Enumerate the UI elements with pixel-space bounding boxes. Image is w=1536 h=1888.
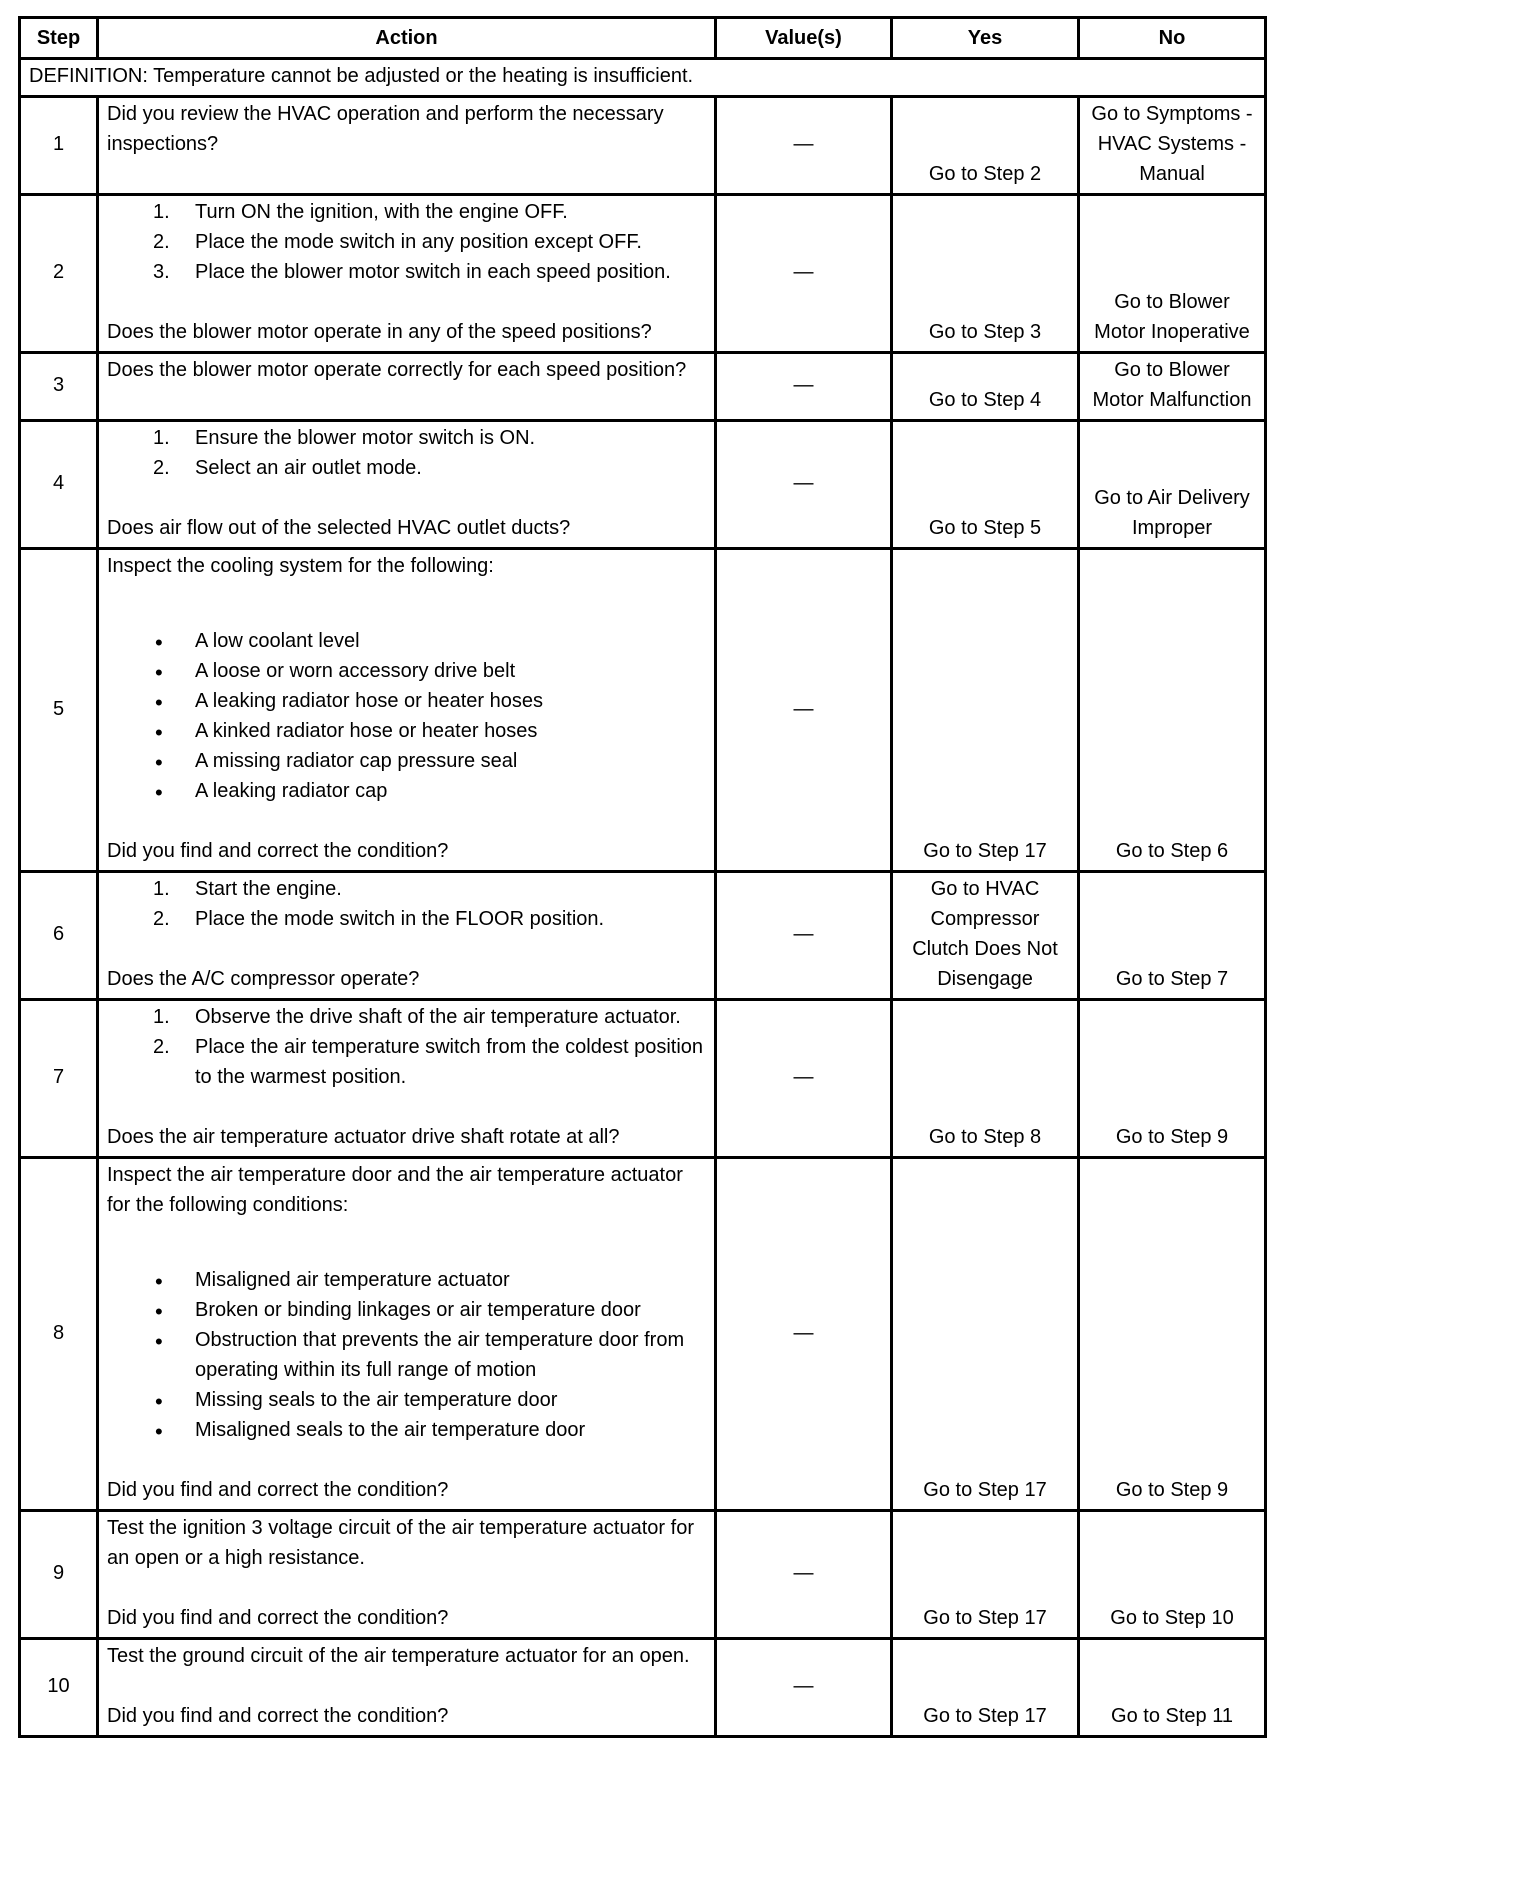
table-row xyxy=(20,1511,1266,1639)
diagnostic-table xyxy=(18,16,1267,1738)
action-question: Does the air temperature actuator drive shaft rotate at all? xyxy=(107,1126,620,1148)
table-row xyxy=(20,353,1266,421)
header-row xyxy=(20,18,1266,59)
value-cell: — xyxy=(716,1158,892,1511)
table-row xyxy=(20,872,1266,1000)
action-cell xyxy=(98,872,716,1000)
value-cell: — xyxy=(716,1000,892,1158)
bullet-item: • A leaking radiator cap xyxy=(153,776,706,806)
no-cell: Go to Step 9 xyxy=(1079,1000,1266,1158)
no-cell: Go to Air Delivery Improper xyxy=(1079,421,1266,549)
action-bullet-list xyxy=(107,626,706,806)
yes-cell: Go to Step 4 xyxy=(892,353,1079,421)
bullet-item: • Misaligned air temperature actuator xyxy=(153,1265,706,1295)
yes-cell: Go to Step 17 xyxy=(892,1158,1079,1511)
numbered-item: Start the engine. xyxy=(195,878,342,900)
yes-cell: Go to Step 17 xyxy=(892,1639,1079,1737)
bullet-item: • Misaligned seals to the air temperature door xyxy=(153,1415,706,1445)
yes-cell: Go to Step 8 xyxy=(892,1000,1079,1158)
value-cell: — xyxy=(716,195,892,353)
numbered-item: Turn ON the ignition, with the engine OFF. xyxy=(195,201,568,223)
bullet-item: • A leaking radiator hose or heater hoses xyxy=(153,686,706,716)
yes-cell: Go to Step 17 xyxy=(892,1511,1079,1639)
action-cell xyxy=(98,195,716,353)
action-text: Test the ignition 3 voltage circuit of the air temperature actuator for an open or a high resistance. xyxy=(107,1517,694,1569)
action-numbered-list xyxy=(107,423,706,483)
value-cell: — xyxy=(716,421,892,549)
no-cell: Go to Symptoms - HVAC Systems - Manual xyxy=(1079,97,1266,195)
no-cell: Go to Blower Motor Inoperative xyxy=(1079,195,1266,353)
action-question: Did you find and correct the condition? xyxy=(107,840,449,862)
header-step: Step xyxy=(20,18,98,59)
value-cell: — xyxy=(716,1511,892,1639)
action-question: Did you find and correct the condition? xyxy=(107,1705,449,1727)
table-row xyxy=(20,97,1266,195)
action-bullet-list xyxy=(107,1265,706,1445)
definition-text: DEFINITION: Temperature cannot be adjusted or the heating is insufficient. xyxy=(20,59,1266,97)
numbered-item: Select an air outlet mode. xyxy=(195,457,422,479)
no-cell: Go to Step 11 xyxy=(1079,1639,1266,1737)
bullet-item: • A loose or worn accessory drive belt xyxy=(153,656,706,686)
action-numbered-list xyxy=(107,197,706,287)
table-row xyxy=(20,421,1266,549)
yes-cell: Go to Step 5 xyxy=(892,421,1079,549)
action-question: Did you find and correct the condition? xyxy=(107,1479,449,1501)
table-row xyxy=(20,195,1266,353)
action-question: Does the blower motor operate in any of the speed positions? xyxy=(107,321,652,343)
bullet-item: • A kinked radiator hose or heater hoses xyxy=(153,716,706,746)
yes-cell: Go to HVAC Compressor Clutch Does Not Disengage xyxy=(892,872,1079,1000)
action-numbered-list xyxy=(107,1002,706,1092)
table-row xyxy=(20,1158,1266,1511)
step-number: 6 xyxy=(20,872,98,1000)
action-question: Does air flow out of the selected HVAC outlet ducts? xyxy=(107,517,571,539)
action-cell xyxy=(98,1639,716,1737)
action-text: Inspect the cooling system for the following: xyxy=(107,555,494,577)
value-cell: — xyxy=(716,97,892,195)
bullet-item: • Broken or binding linkages or air temperature door xyxy=(153,1295,706,1325)
action-text: Does the blower motor operate correctly for each speed position? xyxy=(107,359,687,381)
action-cell xyxy=(98,1000,716,1158)
bullet-item: • Obstruction that prevents the air temperature door from operating within its full range of motion xyxy=(153,1325,706,1385)
action-cell xyxy=(98,1511,716,1639)
step-number: 7 xyxy=(20,1000,98,1158)
no-cell: Go to Step 6 xyxy=(1079,549,1266,872)
header-values: Value(s) xyxy=(716,18,892,59)
step-number: 3 xyxy=(20,353,98,421)
step-number: 4 xyxy=(20,421,98,549)
numbered-item: Place the mode switch in the FLOOR position. xyxy=(195,908,605,930)
no-cell: Go to Step 9 xyxy=(1079,1158,1266,1511)
numbered-item: Place the mode switch in any position except OFF. xyxy=(195,231,642,253)
no-cell: Go to Step 7 xyxy=(1079,872,1266,1000)
bullet-item: • Missing seals to the air temperature door xyxy=(153,1385,706,1415)
table-row xyxy=(20,1000,1266,1158)
header-action: Action xyxy=(98,18,716,59)
bullet-item: • A low coolant level xyxy=(153,626,706,656)
action-cell xyxy=(98,1158,716,1511)
header-yes: Yes xyxy=(892,18,1079,59)
value-cell: — xyxy=(716,549,892,872)
action-cell xyxy=(98,421,716,549)
yes-cell: Go to Step 17 xyxy=(892,549,1079,872)
step-number: 9 xyxy=(20,1511,98,1639)
no-cell: Go to Blower Motor Malfunction xyxy=(1079,353,1266,421)
header-no: No xyxy=(1079,18,1266,59)
action-question: Does the A/C compressor operate? xyxy=(107,968,420,990)
action-numbered-list xyxy=(107,874,706,934)
yes-cell: Go to Step 3 xyxy=(892,195,1079,353)
step-number: 5 xyxy=(20,549,98,872)
numbered-item: Observe the drive shaft of the air temperature actuator. xyxy=(195,1006,681,1028)
table-row xyxy=(20,549,1266,872)
step-number: 1 xyxy=(20,97,98,195)
action-text: Inspect the air temperature door and the air temperature actuator for the following conditions: xyxy=(107,1164,683,1216)
step-number: 2 xyxy=(20,195,98,353)
numbered-item: Place the air temperature switch from the coldest position to the warmest position. xyxy=(195,1036,704,1088)
no-cell: Go to Step 10 xyxy=(1079,1511,1266,1639)
numbered-item: Place the blower motor switch in each speed position. xyxy=(195,261,671,283)
yes-cell: Go to Step 2 xyxy=(892,97,1079,195)
value-cell: — xyxy=(716,353,892,421)
action-cell xyxy=(98,97,716,195)
numbered-item: Ensure the blower motor switch is ON. xyxy=(195,427,536,449)
bullet-item: • A missing radiator cap pressure seal xyxy=(153,746,706,776)
table-row xyxy=(20,1639,1266,1737)
value-cell: — xyxy=(716,1639,892,1737)
action-cell xyxy=(98,549,716,872)
action-text: Did you review the HVAC operation and perform the necessary inspections? xyxy=(107,103,664,155)
step-number: 8 xyxy=(20,1158,98,1511)
definition-row xyxy=(20,59,1266,97)
action-question: Did you find and correct the condition? xyxy=(107,1607,449,1629)
action-text: Test the ground circuit of the air temperature actuator for an open. xyxy=(107,1645,690,1667)
value-cell: — xyxy=(716,872,892,1000)
action-cell xyxy=(98,353,716,421)
step-number: 10 xyxy=(20,1639,98,1737)
